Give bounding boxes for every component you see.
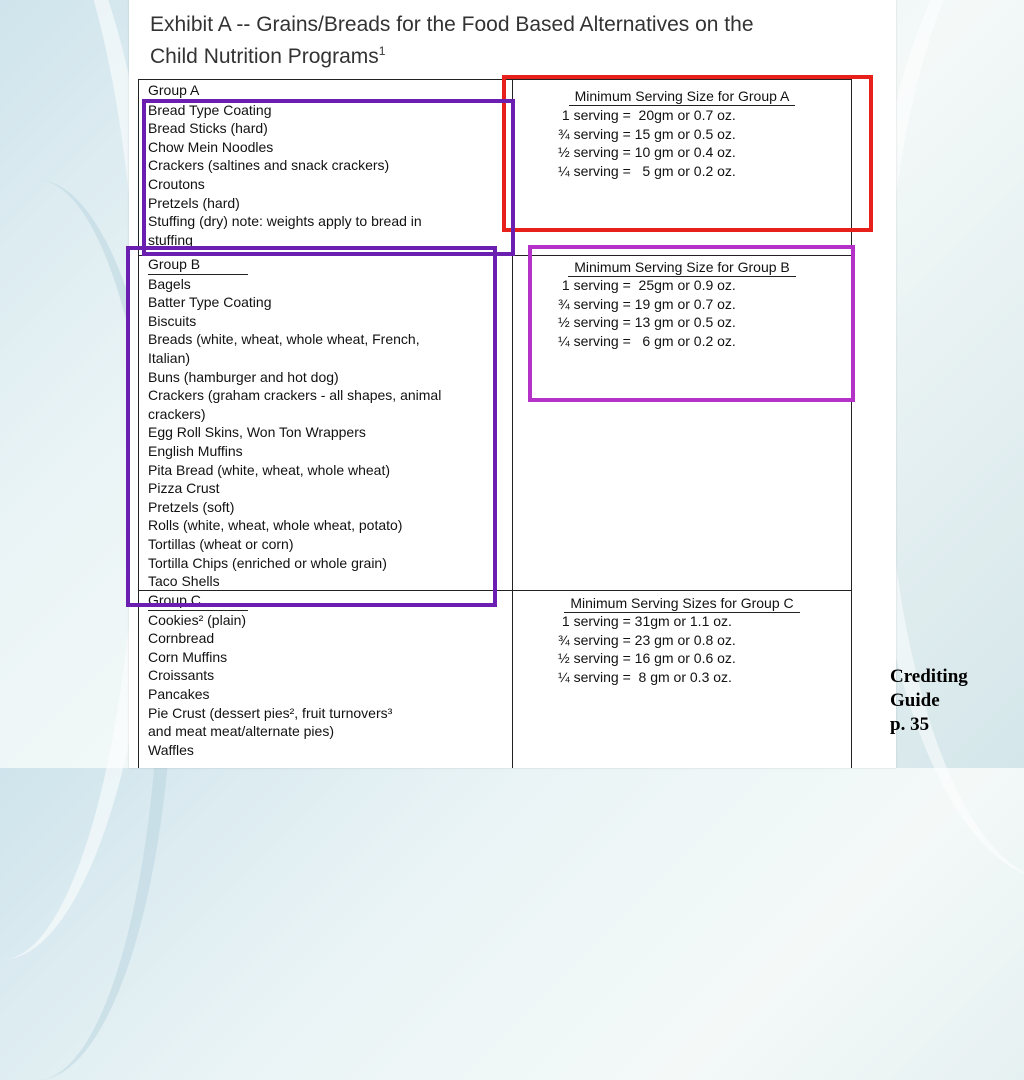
group-b-sizes [558,276,736,350]
list-item: Taco Shells [148,573,220,590]
list-item: Crackers (graham crackers - all shapes, animal [148,387,442,404]
list-item: Stuffing (dry) note: weights apply to bread in [148,213,422,230]
list-item: Cookies² (plain) [148,611,247,628]
grains-table [138,79,852,768]
list-item: Biscuits [148,312,197,329]
list-item: Pretzels (hard) [148,194,240,211]
credit-line-2: Guide [890,690,940,711]
list-item: Bread Sticks (hard) [148,120,268,137]
group-c-heading: Group C [148,591,248,611]
group-c-size-title [513,594,851,613]
list-item: Buns (hamburger and hot dog) [148,368,339,385]
serving-size-row: 1 serving = 20gm or 0.7 oz. [558,107,736,123]
list-item: Crackers (saltines and snack crackers) [148,157,390,174]
list-item: Pizza Crust [148,480,220,497]
group-c-sizes [558,612,736,686]
list-item: Egg Roll Skins, Won Ton Wrappers [148,424,366,441]
group-a-heading: Group A [148,81,248,101]
list-item: Bread Type Coating [148,101,272,118]
title-line-2: Child Nutrition Programs [150,45,379,68]
list-item: Breads (white, wheat, whole wheat, French, [148,331,420,348]
scanned-document [129,0,896,768]
list-item: Tortillas (wheat or corn) [148,535,294,552]
serving-size-row: ¾ serving = 19 gm or 0.7 oz. [558,295,736,312]
serving-size-row: 1 serving = 31gm or 1.1 oz. [558,613,732,629]
list-item: Bagels [148,275,191,292]
serving-size-row: ¼ serving = 8 gm or 0.3 oz. [558,668,732,685]
list-item: Croutons [148,175,205,192]
serving-size-row: ¼ serving = 6 gm or 0.2 oz. [558,332,736,349]
list-item: Pie Crust (dessert pies², fruit turnovers³ [148,704,393,721]
group-b-size-title [513,258,851,277]
credit-line-1: Crediting [890,666,968,687]
crediting-guide-reference [890,665,1010,737]
list-item: Pita Bread (white, wheat, whole wheat) [148,461,391,478]
list-item: Corn Muffins [148,648,228,665]
title-line-1: Exhibit A -- Grains/Breads for the Food Based Alternatives on the [150,13,754,36]
group-a-sizes [558,106,736,180]
group-c-size-title-text: Minimum Serving Sizes for Group C [564,594,799,613]
serving-size-row: ½ serving = 10 gm or 0.4 oz. [558,144,736,161]
list-item: Pretzels (soft) [148,498,235,515]
credit-line-3: p. 35 [890,714,930,735]
column-divider [512,80,513,768]
group-c-list [148,591,508,759]
list-item: Chow Mein Noodles [148,138,274,155]
list-item: Pancakes [148,685,210,702]
list-item: Waffles [148,741,194,758]
title-footnote-mark: 1 [378,44,386,58]
list-item: Italian) [148,349,191,366]
list-item: Batter Type Coating [148,294,272,311]
group-a-size-title-text: Minimum Serving Size for Group A [569,87,796,106]
list-item: stuffing [148,231,193,248]
serving-size-row: ½ serving = 16 gm or 0.6 oz. [558,650,736,667]
serving-size-row: 1 serving = 25gm or 0.9 oz. [558,277,736,293]
list-item: Cornbread [148,630,215,647]
group-b-list [148,255,508,591]
list-item: English Muffins [148,442,243,459]
group-a-size-title [513,87,851,106]
group-b-size-title-text: Minimum Serving Size for Group B [568,258,796,277]
document-title [150,12,880,70]
group-b-heading: Group B [148,255,248,275]
group-a-list [148,81,508,249]
list-item: Tortilla Chips (enriched or whole grain) [148,554,387,571]
serving-size-row: ¾ serving = 23 gm or 0.8 oz. [558,631,736,648]
serving-size-row: ¾ serving = 15 gm or 0.5 oz. [558,125,736,142]
list-item: and meat meat/alternate pies) [148,723,334,740]
list-item: crackers) [148,405,206,422]
serving-size-row: ¼ serving = 5 gm or 0.2 oz. [558,162,736,179]
serving-size-row: ½ serving = 13 gm or 0.5 oz. [558,314,736,331]
list-item: Rolls (white, wheat, whole wheat, potato) [148,517,403,534]
list-item: Croissants [148,667,215,684]
